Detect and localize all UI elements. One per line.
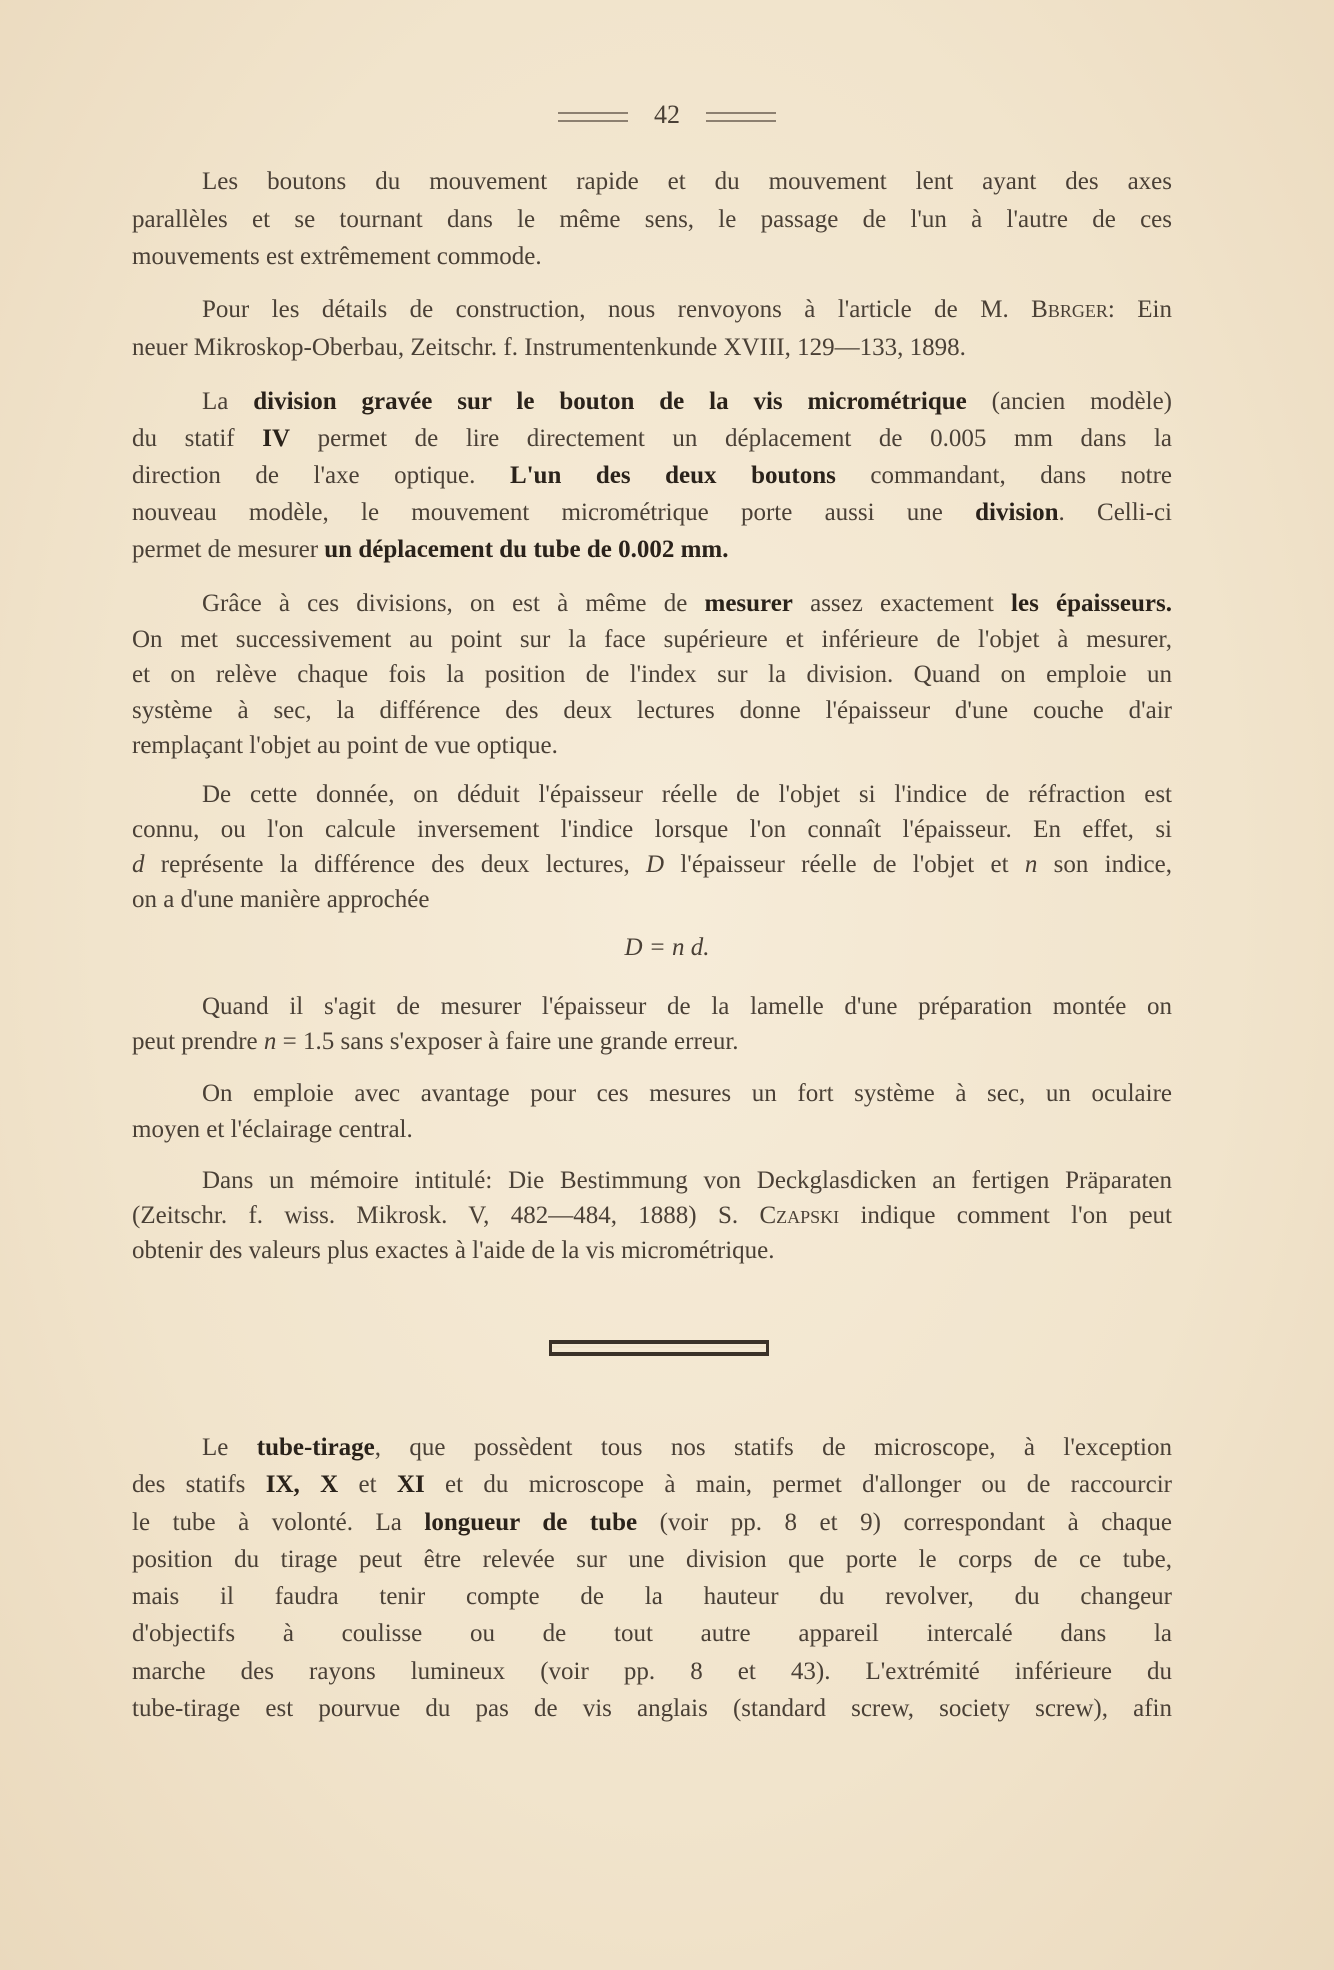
text-line <box>132 586 1172 622</box>
text-line <box>132 1578 1172 1615</box>
bold-text: division <box>975 499 1059 526</box>
text-line <box>132 728 1172 764</box>
author-name: Czapski <box>759 1202 840 1229</box>
text-run: . Celli-ci <box>1058 499 1172 526</box>
bold-text: XI <box>396 1471 425 1499</box>
text-run: parallèles et se tournant dans le même sens, le passage de l'un à l'autre de ces <box>132 205 1172 233</box>
text-run: On emploie avec avantage pour ces mesures un fort système à sec, un oculaire <box>202 1080 1172 1107</box>
paragraph <box>132 1163 1172 1268</box>
text-run: (Zeitschr. f. wiss. Mikrosk. V, 482—484, 1888) S. <box>132 1202 760 1229</box>
text-run: , que possèdent tous nos statifs de microscope, à l'exception <box>374 1434 1172 1461</box>
text-run: On met successivement au point sur la face supérieure et inférieure de l'objet à mesurer, <box>132 625 1172 653</box>
text-line <box>132 1690 1172 1727</box>
paragraph <box>132 291 1172 367</box>
text-run: peut prendre <box>132 1028 264 1055</box>
paragraph <box>132 383 1172 568</box>
text-line <box>132 329 1172 367</box>
text-line <box>132 1076 1172 1112</box>
bold-text: IV <box>262 425 291 452</box>
text-run: et du microscope à main, permet d'allonger ou de raccourcir <box>424 1471 1172 1499</box>
text-run: (voir pp. 8 et 9) correspondant à chaque <box>637 1508 1172 1536</box>
header-rule-left <box>558 112 628 122</box>
text-line <box>132 777 1172 812</box>
equation: D = n d. <box>624 934 710 961</box>
text-run: permet de lire directement un déplacement de 0.005 mm dans la <box>290 425 1172 452</box>
text-line <box>132 989 1172 1024</box>
text-line <box>132 457 1172 494</box>
text-run: Le <box>202 1434 257 1461</box>
text-line <box>132 1198 1172 1233</box>
text-run: l'épaisseur réelle de l'objet et <box>664 851 1025 878</box>
page-number: 42 <box>654 100 680 129</box>
text-line <box>132 1466 1172 1503</box>
text-run: tube-tirage est pourvue du pas de vis anglais (standard screw, society screw), afin <box>132 1695 1172 1723</box>
text-line <box>132 1504 1172 1541</box>
page-header <box>0 100 1334 130</box>
text-line <box>132 1233 1172 1268</box>
text-run: commandant, dans notre <box>835 462 1172 489</box>
author-name: Bbrger <box>1031 296 1108 323</box>
text-run: marche des rayons lumineux (voir pp. 8 et 43). L'extrémité inférieure du <box>132 1657 1172 1685</box>
text-line <box>132 1653 1172 1690</box>
text-run: direction de l'axe optique. <box>132 462 510 489</box>
italic-text: D <box>646 851 665 878</box>
paragraph <box>132 777 1172 917</box>
text-line <box>132 383 1172 420</box>
text-run: assez exactement <box>792 590 1012 617</box>
text-run: mouvements est extrêmement commode. <box>132 243 542 270</box>
text-line <box>132 812 1172 847</box>
text-run: neuer Mikroskop-Oberbau, Zeitschr. f. Instrumentenkunde XVIII, 129—133, 1898. <box>132 334 966 361</box>
text-line <box>132 494 1172 531</box>
text-run: Quand il s'agit de mesurer l'épaisseur de la lamelle d'une préparation montée on <box>202 993 1172 1020</box>
text-run: et on relève chaque fois la position de l'index sur la division. Quand on emploie un <box>132 661 1172 688</box>
text-run: position du tirage peut être relevée sur une division que porte le corps de ce tube, <box>132 1545 1172 1573</box>
text-line <box>132 238 1172 276</box>
text-run: d'objectifs à coulisse ou de tout autre appareil intercalé dans la <box>132 1620 1172 1648</box>
text-run: Les boutons du mouvement rapide et du mouvement lent ayant des axes <box>202 168 1172 195</box>
text-run: remplaçant l'objet au point de vue optique. <box>132 732 558 759</box>
bold-text: les épaisseurs. <box>1011 590 1172 617</box>
text-run: De cette donnée, on déduit l'épaisseur réelle de l'objet si l'indice de réfraction est <box>202 781 1172 808</box>
paragraph <box>132 1429 1172 1727</box>
bold-text: IX, X <box>265 1471 339 1499</box>
text-run: nouveau modèle, le mouvement micrométrique porte aussi une <box>132 499 976 526</box>
italic-text: n <box>263 1028 277 1055</box>
bold-text: L'un des deux boutons <box>509 462 836 489</box>
text-run: et <box>338 1471 397 1499</box>
paragraph <box>132 1076 1172 1148</box>
bold-text: un déplacement du tube de 0.002 mm. <box>324 536 729 563</box>
bold-text: longueur de tube <box>424 1508 638 1536</box>
text-line <box>132 1163 1172 1198</box>
text-run: du statif <box>132 425 263 452</box>
text-line <box>132 693 1172 729</box>
text-line <box>132 420 1172 457</box>
text-run: indique comment l'on peut <box>839 1202 1172 1229</box>
text-run: Dans un mémoire intitulé: Die Bestimmung von Deckglasdicken an fertigen Präparaten <box>202 1167 1172 1194</box>
text-run: Grâce à ces divisions, on est à même de <box>202 590 705 617</box>
bold-text: mesurer <box>704 590 793 617</box>
text-run: La <box>202 388 254 415</box>
text-line <box>132 1429 1172 1466</box>
text-line <box>132 1024 1172 1059</box>
text-line <box>132 882 1172 917</box>
text-run: = 1.5 sans s'exposer à faire une grande erreur. <box>276 1028 739 1055</box>
text-line <box>132 622 1172 658</box>
text-run: connu, ou l'on calcule inversement l'indice lorsque l'on connaît l'épaisseur. En effet, si <box>132 816 1172 843</box>
paragraph <box>132 989 1172 1059</box>
text-line <box>132 291 1172 329</box>
text-line <box>132 163 1172 201</box>
text-line <box>132 847 1172 882</box>
bold-text: tube-tirage <box>256 1434 375 1461</box>
text-run: moyen et l'éclairage central. <box>132 1116 413 1143</box>
italic-text: n <box>1024 851 1038 878</box>
text-run: Pour les détails de construction, nous renvoyons à l'article de M. <box>202 296 1032 323</box>
text-line <box>132 1541 1172 1578</box>
text-run: système à sec, la différence des deux lectures donne l'épaisseur d'une couche d'air <box>132 696 1172 724</box>
text-line <box>132 531 1172 568</box>
text-line <box>132 1112 1172 1148</box>
header-rule-right <box>706 112 776 122</box>
text-run: : Ein <box>1107 296 1172 323</box>
text-line <box>132 201 1172 239</box>
text-run: des statifs <box>132 1471 266 1499</box>
section-separator <box>549 1340 769 1356</box>
paragraph <box>132 586 1172 764</box>
text-line <box>132 1615 1172 1652</box>
italic-text: d <box>132 851 145 878</box>
text-run: mais il faudra tenir compte de la hauteur du revolver, du changeur <box>132 1583 1172 1611</box>
text-run: (ancien modèle) <box>966 388 1173 415</box>
paragraph <box>132 163 1172 276</box>
text-run: son indice, <box>1037 851 1172 878</box>
text-run: le tube à volonté. La <box>132 1508 425 1536</box>
text-run: représente la différence des deux lectures, <box>144 851 647 878</box>
text-run: permet de mesurer <box>132 536 325 563</box>
text-run: obtenir des valeurs plus exactes à l'aide de la vis micrométrique. <box>132 1237 775 1264</box>
text-run: on a d'une manière approchée <box>132 886 430 913</box>
bold-text: division gravée sur le bouton de la vis micrométrique <box>253 388 967 415</box>
text-line <box>132 657 1172 693</box>
